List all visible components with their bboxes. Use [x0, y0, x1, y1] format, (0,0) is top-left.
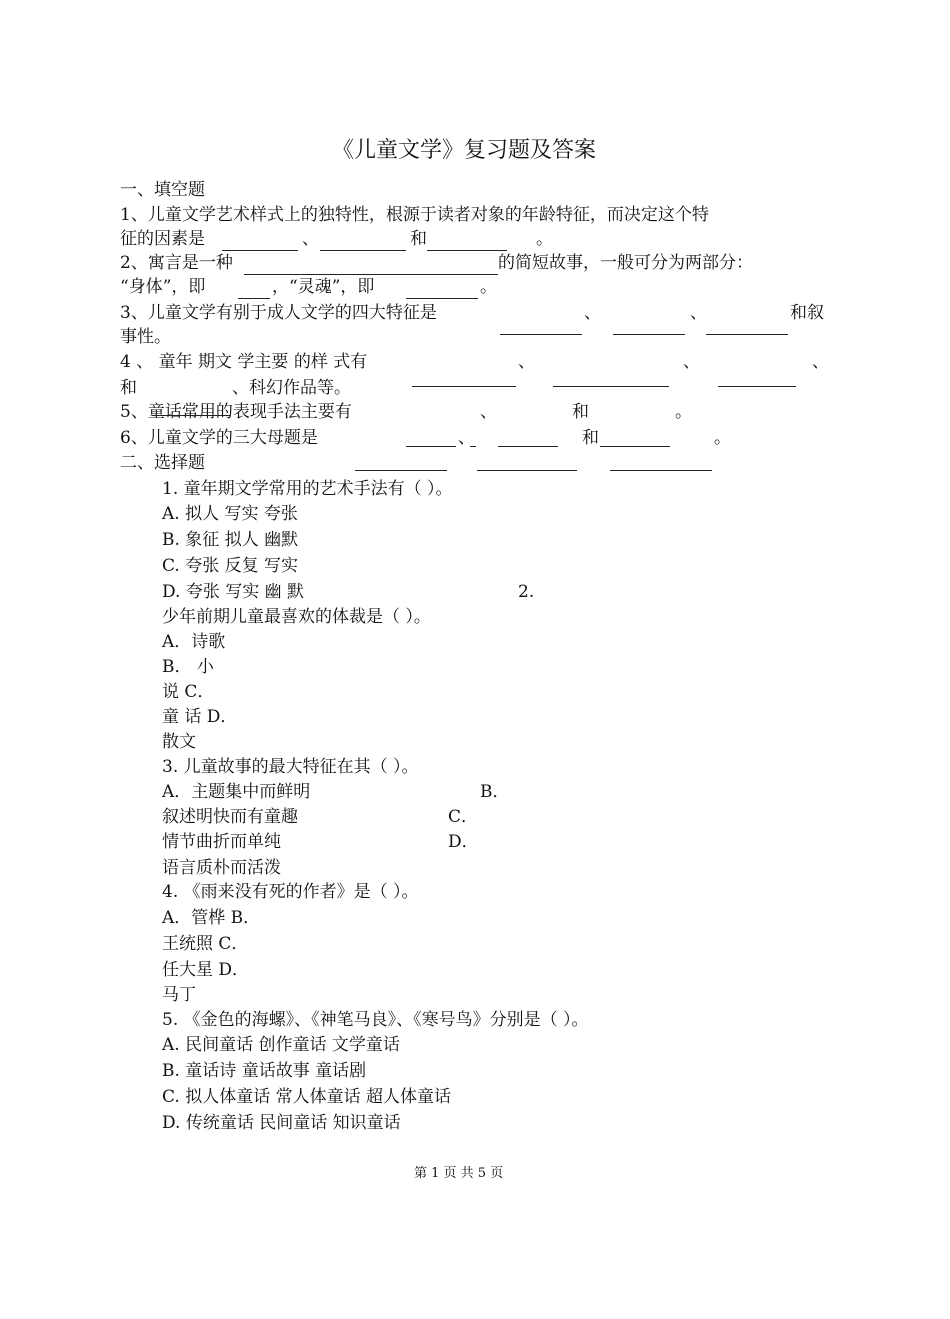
mc-q2-number: 2.: [518, 582, 535, 602]
mc-q1-option-d: D. 夸张 写实 幽 默: [162, 582, 305, 602]
q5-sep2: 和: [572, 402, 589, 422]
mc-q4-line: A．管桦 B．: [162, 908, 261, 928]
q5-end: 。: [675, 402, 692, 422]
mc-q3-label-b: B．: [480, 782, 510, 802]
mc-q1-option-c: C. 夸张 反复 写实: [162, 556, 299, 576]
mc-q2-line: B． 小: [162, 657, 214, 677]
blank-line: [470, 446, 476, 447]
blank-line: [244, 274, 498, 275]
q1-end: 。: [536, 229, 553, 249]
q5-sep1: 、: [480, 402, 497, 422]
q6-sep2: 和: [582, 428, 599, 448]
blank-line: [427, 250, 507, 251]
mc-q2-stem: 少年前期儿童最喜欢的体裁是（ ）。: [162, 607, 431, 627]
blank-line: [477, 470, 577, 471]
q2-line1-prefix: 2、寓言是一种: [120, 253, 233, 273]
blank-line: [600, 446, 670, 447]
q3-sep1: 、: [584, 303, 601, 323]
q4-sep3: 、: [812, 352, 829, 372]
blank-line: [355, 470, 447, 471]
page-title: 《儿童文学》复习题及答案: [332, 138, 597, 163]
q1-line1: 1、儿童文学艺术样式上的独特性，根源于读者对象的年龄特征，而决定这个特: [120, 205, 709, 225]
q2-line2-end: 。: [480, 277, 497, 297]
mc-q4-stem: 4. 《雨来没有死的作者》是（ ）。: [162, 882, 419, 902]
mc-q2-line: A．诗歌: [162, 632, 226, 652]
q4-sep1: 、: [518, 352, 535, 372]
q4-line1: 4 、 童年 期文 学主要 的样 式有: [120, 352, 368, 372]
blank-line: [238, 298, 270, 299]
mc-q1-option-a: A. 拟人 写实 夸张: [162, 504, 298, 524]
blank-line: [706, 334, 788, 335]
section-heading-fill-blank: 一、填空题: [120, 180, 205, 200]
q4-sep2: 、: [683, 352, 700, 372]
mc-q3-option-c: 情节曲折而单纯: [162, 832, 281, 852]
q3-suffix: 和叙: [790, 303, 824, 323]
blank-line: [553, 386, 669, 387]
mc-q2-line: 散文: [162, 732, 196, 752]
section-heading-multiple-choice: 二、选择题: [120, 453, 205, 473]
mc-q4-line: 马丁: [162, 985, 196, 1005]
mc-q3-option-a: A．主题集中而鲜明: [162, 782, 311, 802]
mc-q5-option-b: B. 童话诗 童话故事 童话剧: [162, 1061, 367, 1081]
q3-line2: 事性。: [120, 327, 171, 347]
q6-prefix: 6、儿童文学的三大母题是: [120, 428, 318, 448]
blank-line: [613, 334, 685, 335]
q1-sep1: 、: [302, 229, 319, 249]
mc-q4-line: 王统照 C．: [162, 934, 249, 954]
mc-q3-stem: 3. 儿童故事的最大特征在其（ ）。: [162, 757, 419, 777]
mc-q3-label-d: D．: [448, 832, 479, 852]
mc-q3-option-d: 语言质朴而活泼: [162, 858, 281, 878]
mc-q1-stem: 1. 童年期文学常用的艺术手法有（ ）。: [162, 479, 453, 499]
q3-sep2: 、: [690, 303, 707, 323]
blank-line: [718, 386, 796, 387]
strike-line: [152, 415, 230, 416]
page-footer: 第 1 页 共 5 页: [414, 1166, 504, 1181]
blank-line: [406, 446, 456, 447]
q1-line2: 征的因素是: [120, 229, 205, 249]
q3-line1: 3、儿童文学有别于成人文学的四大特征是: [120, 303, 437, 323]
q6-end: 。: [714, 428, 731, 448]
q6-sep1: 、: [458, 428, 475, 448]
mc-q2-line: 说 C．: [162, 682, 215, 702]
blank-line: [412, 386, 516, 387]
q2-line2-b: ，“灵魂”，即: [272, 277, 375, 297]
q4-line2-a: 和: [120, 378, 137, 398]
q2-line1-suffix: 的简短故事，一般可分为两部分：: [498, 253, 753, 273]
mc-q3-label-c: C．: [448, 807, 479, 827]
blank-line: [610, 470, 712, 471]
mc-q4-line: 任大星 D．: [162, 960, 250, 980]
mc-q5-option-c: C. 拟人体童话 常人体童话 超人体童话: [162, 1087, 452, 1107]
blank-line: [320, 250, 406, 251]
mc-q1-option-b: B. 象征 拟人 幽默: [162, 530, 299, 550]
blank-line: [498, 446, 558, 447]
blank-line: [500, 334, 582, 335]
q2-line2-a: “身体”，即: [120, 277, 206, 297]
blank-line: [406, 298, 478, 299]
mc-q5-option-d: D. 传统童话 民间童话 知识童话: [162, 1113, 401, 1133]
mc-q2-line: 童 话 D．: [162, 707, 238, 727]
q1-sep2: 和: [410, 229, 427, 249]
q4-line2-b: 、科幻作品等。: [232, 378, 351, 398]
mc-q5-option-a: A. 民间童话 创作童话 文学童话: [162, 1035, 400, 1055]
mc-q5-stem: 5. 《金色的海螺》、《神笔马良》、《寒号鸟》分别是（ ）。: [162, 1010, 589, 1030]
blank-line: [222, 250, 298, 251]
mc-q3-option-b: 叙述明快而有童趣: [162, 807, 298, 827]
q5-prefix: 5、童话常用的表现手法主要有: [120, 402, 352, 422]
